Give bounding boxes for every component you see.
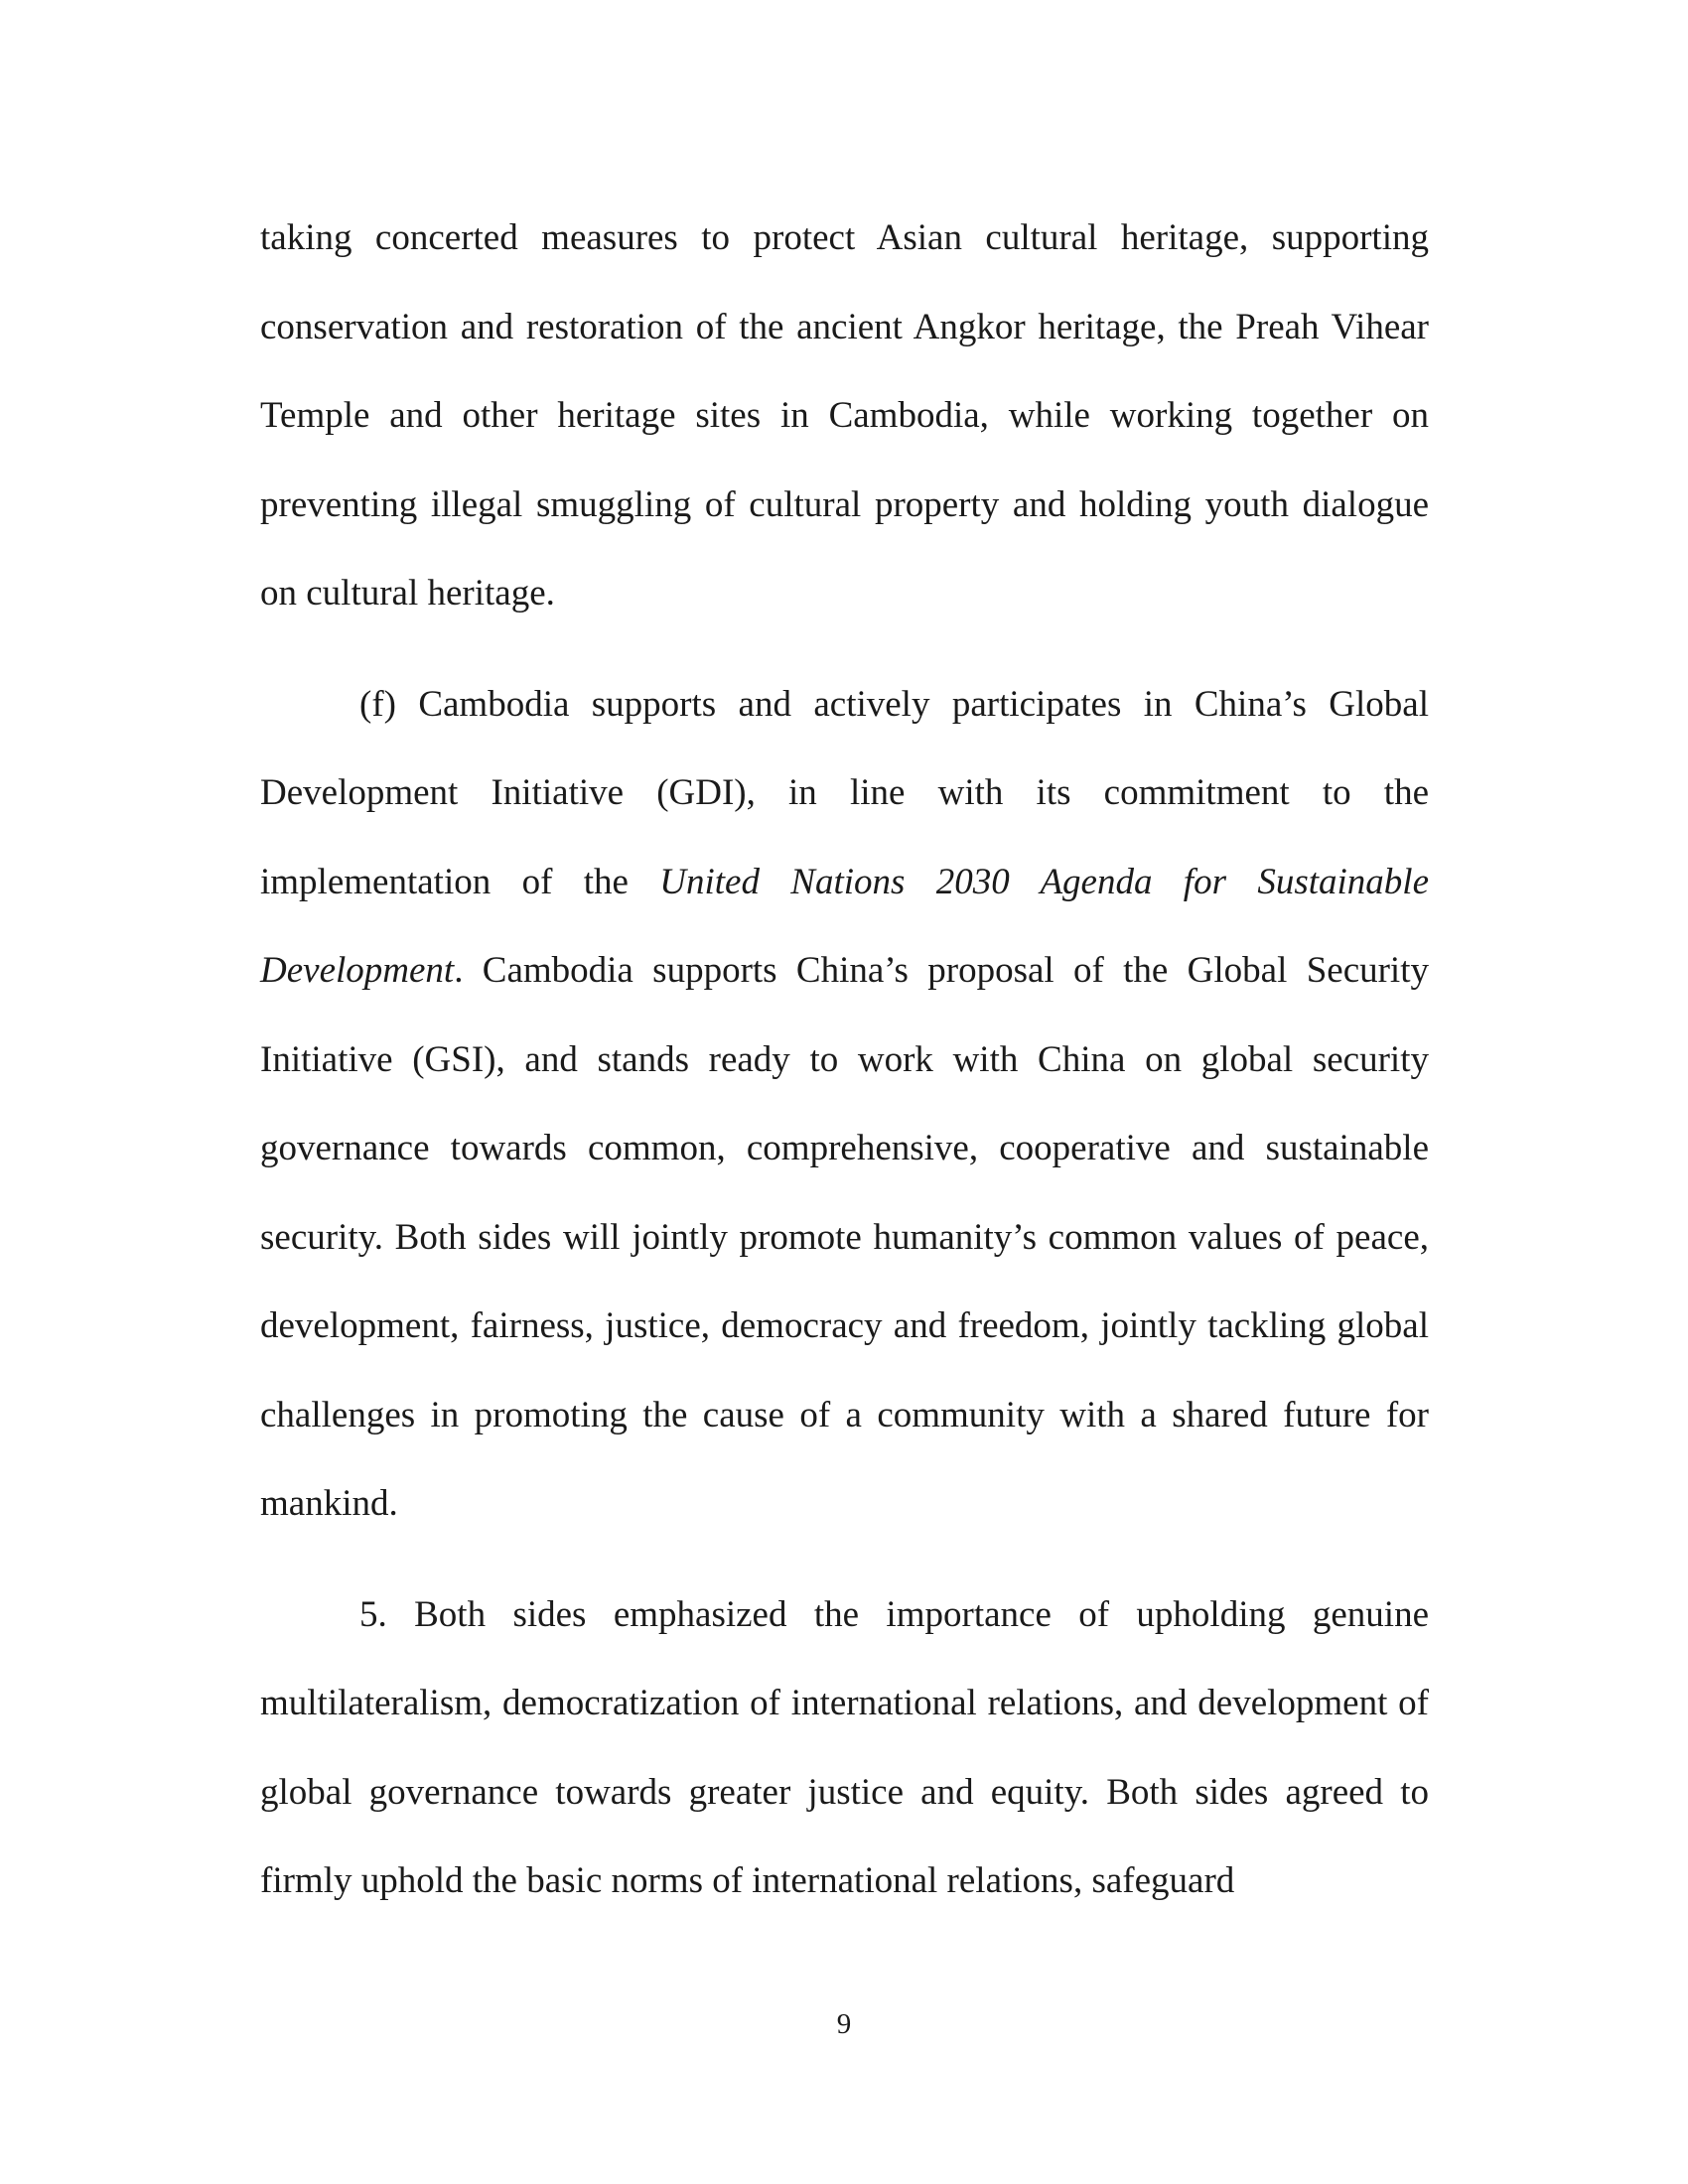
paragraph-f-gdi-gsi bbox=[260, 660, 1429, 1549]
paragraph-f-text-part2: . Cambodia supports China’s proposal of the Global Security Initiative (GSI), and stands ready to work with China on global security governance towards common, comprehensive, cooperative and sustainable security. Both sides will jointly promote humanity’s common values of peace, development, fairness, justice, democracy and freedom, jointly tackling global challenges in promoting the cause of a community with a shared future for mankind. bbox=[260, 950, 1429, 1524]
paragraph-f-text-part1: (f) Cambodia supports and actively participates in China’s Global Development Initiative (GDI), in line with its commitment to the implementation of the bbox=[260, 683, 1429, 902]
paragraph-5-multilateralism: 5. Both sides emphasized the importance of upholding genuine multilateralism, democratization of international relations, and development of global governance towards greater justice and equity. Both sides agreed to firmly uphold the basic norms of international relations, safeguard bbox=[260, 1593, 1429, 1901]
body-text bbox=[260, 194, 1429, 1926]
paragraph-heritage-continuation: taking concerted measures to protect Asian cultural heritage, supporting conservation and restoration of the ancient Angkor heritage, the Preah Vihear Temple and other heritage sites in Cambodia, while working together on preventing illegal smuggling of cultural property and holding youth dialogue on cultural heritage. bbox=[260, 217, 1429, 614]
page-number: 9 bbox=[836, 2008, 852, 2040]
agenda-title-italic: United Nations 2030 Agenda for Sustainable Development bbox=[260, 861, 1429, 991]
